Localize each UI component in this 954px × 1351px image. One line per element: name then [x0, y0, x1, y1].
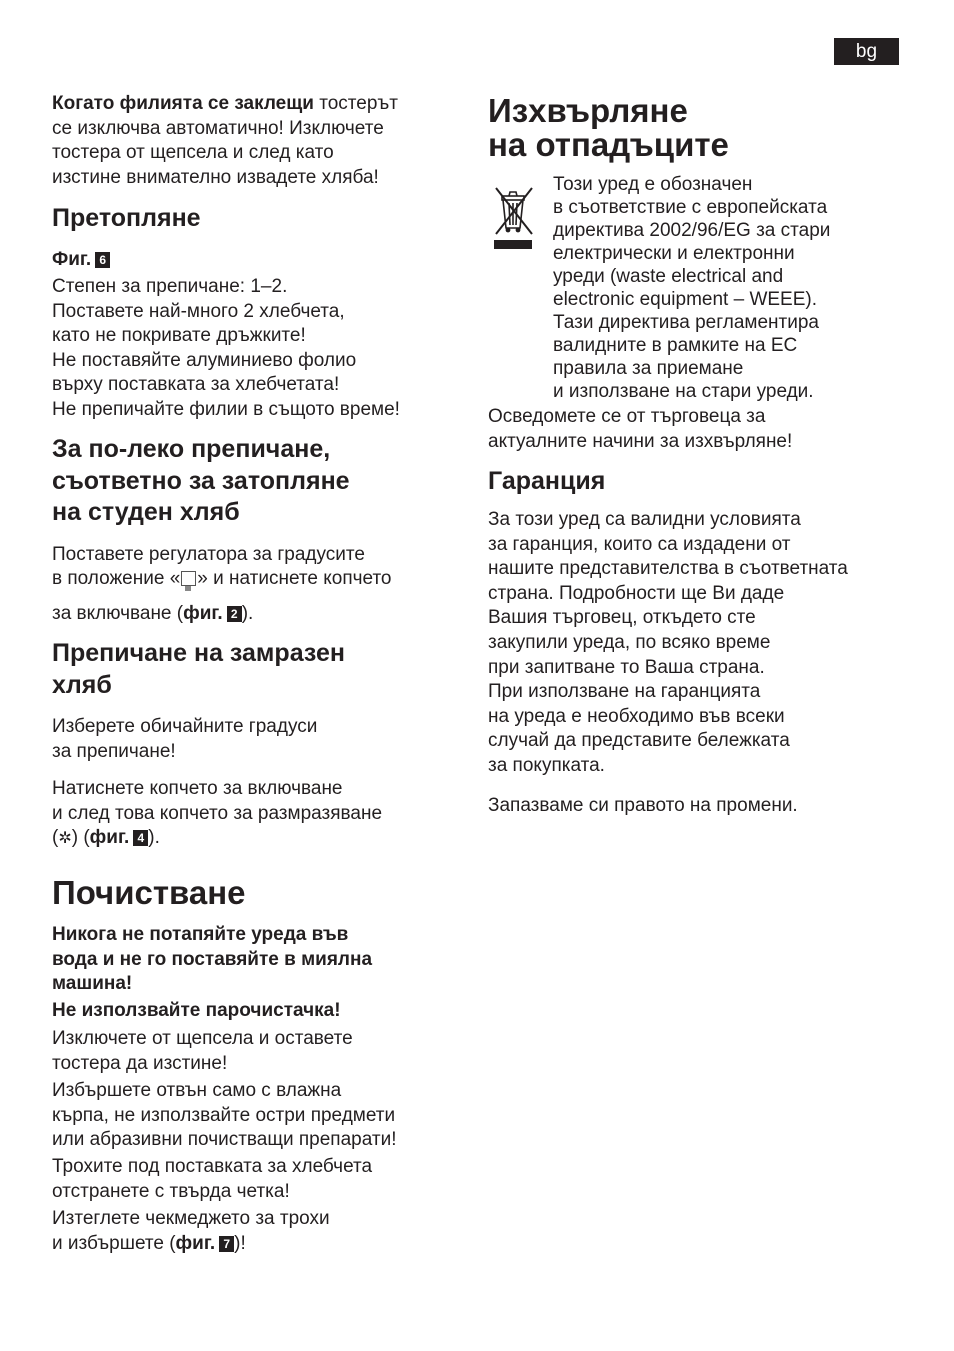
light-toast-line-3	[52, 602, 253, 627]
heading-line: За по-леко препичане,	[52, 435, 331, 463]
frozen-heading	[52, 638, 345, 701]
text-segment: ).	[241, 603, 254, 624]
overheat-line: Не поставяйте алуминиево фолио	[52, 349, 357, 371]
text-segment: (	[52, 827, 59, 849]
text-segment: » и натиснете копчето	[197, 568, 392, 589]
text-segment: за включване (	[52, 603, 184, 624]
jam-paragraph	[52, 92, 398, 190]
overheat-line: Не препичайте филии в същото време!	[52, 398, 400, 420]
text-segment: в положение «	[52, 568, 181, 589]
text-line: на уреда е необходимо във всеки	[488, 705, 785, 727]
text-line: кърпа, не използвайте остри предмети	[52, 1104, 396, 1126]
light-toast-line-2	[52, 567, 392, 592]
text-line: За този уред са валидни условията	[488, 509, 801, 530]
text-line: Изключете от щепсела и оставете	[52, 1028, 353, 1049]
fig-label: фиг.	[89, 827, 130, 849]
heading-line: на отпадъците	[488, 126, 729, 163]
jam-line-3: тостера от щепсела и след като	[52, 142, 334, 164]
text-line: случай да представите бележката	[488, 730, 790, 752]
text-line: в съответствие с европейската	[553, 197, 828, 218]
cleaning-paragraph-2	[52, 1079, 396, 1153]
disposal-paragraph	[553, 173, 830, 403]
text-line: Изтеглете чекмеджето за трохи	[52, 1208, 330, 1229]
text-line: Тази директива регламентира	[553, 312, 819, 333]
warranty-heading: Гаранция	[488, 467, 606, 495]
text-segment: и избършете (	[52, 1232, 176, 1254]
text-line: Този уред е обозначен	[553, 174, 753, 195]
text-line: актуалните начини за изхвърляне!	[488, 430, 793, 452]
heading-line: съответно за затопляне	[52, 466, 350, 495]
jam-line-2: се изключва автоматично! Изключете	[52, 117, 384, 139]
text-line: правила за приемане	[553, 358, 744, 379]
text-line: Изберете обичайните градуси	[52, 716, 318, 737]
disposal-heading	[488, 94, 729, 162]
text-line: за препичане!	[52, 740, 176, 762]
overheat-heading: Претопляне	[52, 204, 201, 232]
overheat-line: Поставете най-много 2 хлебчета,	[52, 300, 345, 322]
warranty-paragraph	[488, 508, 848, 779]
figure-number-badge: 4	[133, 830, 148, 846]
frozen-paragraph-2	[52, 777, 382, 852]
jam-line-1: тостерът	[313, 93, 398, 114]
reserve-rights-note: Запазваме си правото на промени.	[488, 795, 798, 816]
text-line: вода и не го поставяйте в миялна	[52, 948, 373, 970]
cleaning-paragraph-3	[52, 1155, 372, 1204]
cleaning-paragraph-1	[52, 1027, 353, 1076]
heading-line: Изхвърляне	[488, 92, 688, 129]
heading-line: на студен хляб	[52, 498, 240, 527]
text-line: отстранете с твърда четка!	[52, 1180, 290, 1202]
figure-number-badge: 7	[219, 1236, 234, 1252]
light-toast-heading	[52, 434, 350, 529]
language-tag: bg	[834, 38, 899, 65]
overheat-line: върху поставката за хлебчетата!	[52, 374, 340, 396]
heading-line: хляб	[52, 670, 112, 699]
text-segment: ) (	[71, 827, 90, 849]
text-line: страна. Подробности ще Ви даде	[488, 582, 785, 604]
text-line: и след това копчето за размразяване	[52, 802, 383, 824]
text-line: Никога не потапяйте уреда във	[52, 924, 349, 945]
text-line: Осведомете се от търговеца за	[488, 406, 766, 427]
text-line: При използване на гаранцията	[488, 681, 761, 703]
overheat-line: като не покривате дръжките!	[52, 325, 306, 347]
defrost-snowflake-icon: ✲	[58, 830, 72, 848]
cleaning-paragraph-4	[52, 1207, 330, 1256]
text-line: закупили уреда, по всяко време	[488, 631, 771, 653]
jam-bold: Когато филията се заклещи	[52, 93, 314, 114]
text-line: Вашия търговец, откъдето сте	[488, 607, 756, 629]
text-line: уреди (waste electrical and	[553, 266, 784, 287]
figure-number-badge: 6	[95, 252, 110, 268]
text-line: директива 2002/96/EG за стари	[553, 220, 831, 241]
text-line: електрически и електронни	[553, 243, 795, 264]
overheat-fig-ref	[52, 248, 110, 273]
overheat-paragraph	[52, 275, 400, 423]
frozen-paragraph-1	[52, 715, 317, 764]
fig-label: фиг.	[183, 603, 223, 624]
text-line: за покупката.	[488, 754, 605, 776]
text-line: машина!	[52, 973, 133, 995]
text-line: тостера да изстине!	[52, 1052, 228, 1074]
text-segment: )!	[234, 1232, 246, 1254]
fig-label: Фиг.	[52, 249, 92, 270]
text-line: нашите представителства в съответната	[488, 558, 848, 580]
figure-number-badge: 2	[227, 606, 242, 622]
text-line: или абразивни почистващи препарати!	[52, 1129, 397, 1151]
weee-crossed-bin-icon	[492, 184, 536, 252]
fig-label: фиг.	[175, 1232, 216, 1254]
light-toast-line-1: Поставете регулатора за градусите	[52, 544, 365, 565]
text-segment: ).	[148, 827, 160, 849]
light-toast-symbol-icon	[181, 571, 196, 586]
text-line: electronic equipment – WEEE).	[553, 289, 818, 310]
cleaning-heading: Почистване	[52, 874, 246, 911]
text-line: Избършете отвън само с влажна	[52, 1080, 342, 1101]
overheat-line: Степен за препичане: 1–2.	[52, 276, 288, 297]
text-line: Трохите под поставката за хлебчета	[52, 1156, 373, 1177]
text-line: за гаранция, които са издадени от	[488, 533, 791, 555]
heading-line: Препичане на замразен	[52, 639, 346, 667]
disposal-after-paragraph	[488, 405, 792, 454]
text-line: валидните в рамките на ЕС	[553, 335, 798, 356]
jam-line-4: изстине внимателно извадете хляба!	[52, 166, 379, 188]
text-line: при запитване то Ваша страна.	[488, 656, 765, 678]
cleaning-warning-2: Не използвайте парочистачка!	[52, 1000, 341, 1021]
text-line: и използване на стари уреди.	[553, 381, 814, 402]
cleaning-warning	[52, 923, 372, 997]
text-line: Натиснете копчето за включване	[52, 778, 343, 799]
